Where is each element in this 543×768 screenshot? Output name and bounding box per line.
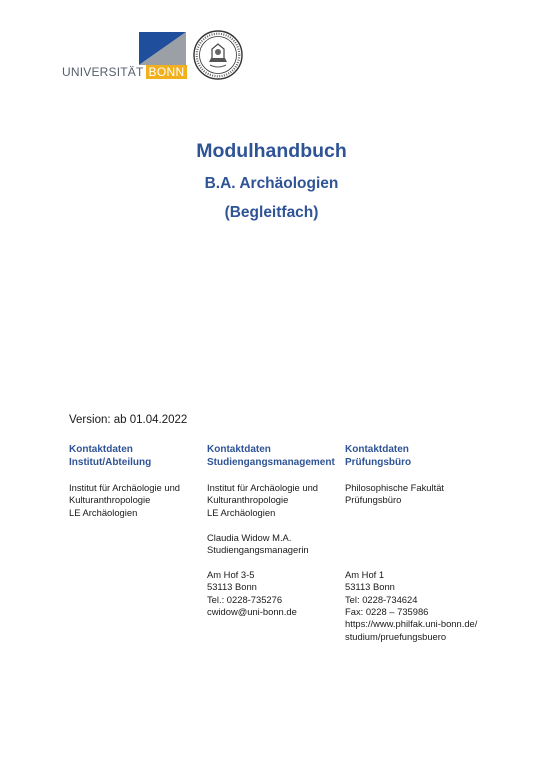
contact-person-role: Studiengangsmanagerin [207, 544, 309, 556]
address-line: 53113 Bonn [345, 581, 395, 593]
university-logo-mark-icon [139, 32, 186, 65]
website-link[interactable]: https://www.philfak.uni-bonn.de/ [345, 618, 478, 630]
university-seal-icon [193, 30, 243, 80]
address-line: Am Hof 1 [345, 568, 385, 580]
email-link[interactable]: cwidow@uni-bonn.de [207, 606, 297, 618]
contact-heading: Kontaktdaten Studiengangsmanagement [207, 444, 335, 468]
address-line: Am Hof 3-5 [207, 568, 255, 580]
contact-person-name: Claudia Widow M.A. [207, 531, 292, 543]
contact-pruefung [345, 443, 477, 643]
contact-line: LE Archäologien [207, 506, 276, 518]
contact-line: Prüfungsbüro [345, 494, 402, 506]
contact-line: Institut für Archäologie und [69, 482, 181, 493]
website-link-cont[interactable]: studium/pruefungsbuero [345, 630, 447, 642]
contact-line: Institut für Archäologie und [207, 482, 319, 493]
contact-line: Kulturanthropologie [207, 494, 289, 506]
contact-studiengang [207, 443, 335, 618]
university-logo [62, 32, 186, 80]
version-info: Version: ab 01.04.2022 [69, 414, 188, 426]
contact-heading: Kontaktdaten Prüfungsbüro [345, 444, 412, 468]
contact-heading: Kontaktdaten Institut/Abteilung [69, 444, 152, 468]
contact-line: Philosophische Fakultät [345, 482, 445, 493]
phone-line: Tel: 0228-734624 [345, 593, 418, 605]
contact-line: Kulturanthropologie [69, 494, 151, 506]
page-subtitle-2: (Begleitfach) [224, 204, 319, 221]
contact-institut [69, 443, 180, 519]
page-subtitle: B.A. Archäologien [204, 175, 339, 192]
address-line: 53113 Bonn [207, 581, 257, 593]
phone-line: Tel.: 0228-735276 [207, 593, 283, 605]
logo-city: BONN [146, 65, 188, 79]
logo-word: UNIVERSITÄT [62, 65, 144, 79]
contact-line: LE Archäologien [69, 506, 138, 518]
page-title: Modulhandbuch [196, 140, 347, 162]
fax-line: Fax: 0228 – 735986 [345, 605, 429, 617]
